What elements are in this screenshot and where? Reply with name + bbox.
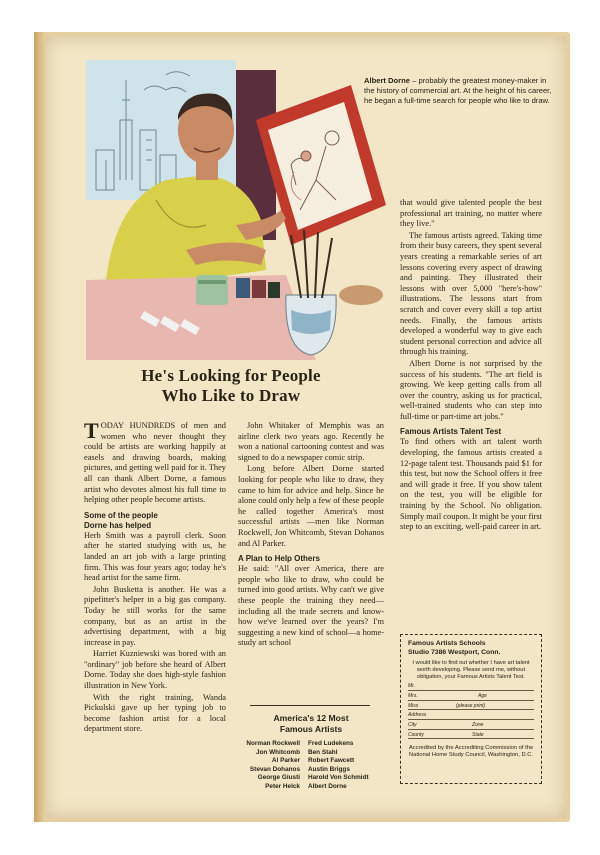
section-divider	[250, 705, 370, 706]
artists-row	[236, 766, 386, 775]
artists-row	[236, 783, 386, 792]
artist-name: Jon Whitcomb	[255, 748, 300, 756]
artist-name: Albert Dorne	[308, 782, 347, 790]
artists-title	[238, 713, 384, 735]
artist-illustration	[86, 60, 386, 360]
subhead-talent-test: Famous Artists Talent Test	[400, 427, 502, 437]
coupon-field-mrs[interactable]	[408, 693, 534, 701]
coupon-field-address[interactable]	[408, 712, 534, 720]
caption-name: Albert Dorne	[364, 76, 410, 85]
artist-name: Ben Stahl	[308, 748, 338, 756]
paragraph-intro	[84, 418, 226, 506]
field-label-zone: Zone	[472, 722, 484, 729]
field-label-age: Age	[478, 693, 487, 700]
paragraph-john-busketta: John Busketta is another. He was a pipefitter's helper in a big gas company. Today he still works for the same company, but as an artist in the advertising department, with a big increase in pay.	[84, 584, 226, 647]
headline-line-1: He's Looking for People	[141, 366, 321, 385]
coupon-field-county[interactable]	[408, 732, 534, 740]
coupon-request-text: I would like to find out whether I have art talent worth developing. Please send me, without obligation, your Famous Artists Talent Test.	[412, 660, 530, 681]
subhead-people-helped	[84, 511, 226, 531]
field-label-mr: Mr.	[408, 683, 416, 690]
artists-row	[236, 740, 386, 749]
field-label-print: (please print)	[456, 702, 486, 709]
bowl	[339, 285, 383, 305]
paragraph-long-before: Long before Albert Dorne started looking for people who like to draw, they came to him for advice and help. Since he alone could only help a few of these people he called together America's most successful artists —men like Norman Rockwell, Jon Whitcomb, Stevan Dohanos and Al Parker.	[238, 464, 384, 548]
artist-name: Fred Ludekens	[308, 740, 354, 747]
subhead-line-2: Dorne has helped	[84, 520, 152, 530]
paragraph-not-surprised: Albert Dorne is not surprised by the success of his students. "The art field is growing. We keep getting calls from all over the country, asking us for practical, well-trained students who can step into full-time or part-time art jobs."	[400, 358, 542, 421]
article-column-2	[238, 421, 384, 650]
intro-text: of men and women who never thought they could be artists are working happily at easels and drawing boards, making pictures, and getting well paid for it. They all can thank Albert Dorne, a famous artist who devotes almost his full time to helping other people become artists.	[84, 421, 226, 505]
artist-name: Austin Briggs	[308, 765, 350, 773]
coupon-school-name: Famous Artists Schools	[408, 640, 486, 647]
artists-title-line-2: Famous Artists	[279, 724, 343, 734]
brush-jar	[286, 230, 336, 355]
coupon-field-miss[interactable]	[408, 703, 534, 711]
artist-name: Harold Von Schmidt	[308, 774, 369, 782]
subhead-plan: A Plan to Help Others	[238, 554, 320, 564]
paragraph-herb-smith: Herb Smith was a payroll clerk. Soon after he started studying with us, he landed an art job with a large printing firm. This was four years ago; today he's head artist for the same firm.	[84, 530, 226, 583]
article-column-3	[400, 198, 542, 534]
artists-row	[236, 774, 386, 783]
paragraph-john-whitaker: John Whitaker of Memphis was an airline clerk two years ago. Recently he won a national cartooning contest and was signed to do a newspaper comic strip.	[238, 421, 384, 462]
artist-name: Norman Rockwell	[246, 740, 300, 747]
paragraph-talent-test: To find others with art talent worth developing, the famous artists created a 12-page talent test. Thousands paid $1 for this test, but now the School offers it free and will grade it free. If you show talent on the test, you will be eligible for training by the School. No obligation. Simply mail coupon. It might be your first step to an exciting, well-paid career in art.	[400, 437, 542, 532]
page-spine	[34, 32, 46, 822]
lead-caps: ODAY HUNDREDS	[100, 421, 176, 430]
headline-line-2: Who Like to Draw	[161, 386, 301, 405]
artist-name: George Giusti	[257, 774, 300, 782]
artists-row	[236, 749, 386, 758]
coupon-studio-address: Studio 7386 Westport, Conn.	[408, 648, 501, 656]
article-column-1	[84, 418, 226, 736]
coupon-field-city[interactable]	[408, 722, 534, 730]
field-label-address: Address	[408, 712, 427, 719]
field-label-mrs: Mrs.	[408, 693, 418, 700]
field-label-state: State	[472, 731, 484, 738]
caption-text: – probably the greatest money-maker in the history of commercial art. At the height of his career, he began a full-time search for people who like to draw.	[364, 76, 552, 105]
artists-title-line-1: America's 12 Most	[273, 713, 349, 723]
paragraph-continued: that would give talented people the best professional art training, no matter where they live."	[400, 198, 542, 229]
field-label-county: County	[408, 731, 424, 738]
artist-name: Robert Fawcett	[308, 757, 355, 765]
field-label-city: City	[408, 722, 417, 729]
mail-coupon[interactable]	[400, 634, 542, 784]
subhead-line-1: Some of the people	[84, 510, 158, 520]
illustration-caption	[364, 76, 554, 106]
coupon-accreditation: Accredited by the Accrediting Commission of the National Home Study Council, Washington, D.C.	[408, 745, 534, 759]
coupon-header	[408, 640, 534, 657]
paragraph-famous-artists-agreed: The famous artists agreed. Taking time from their busy careers, they spent several years creating a remarkable series of art lessons covering every aspect of drawing and painting. They illustrated their lessons with over 5,000 "here's-how" illustrations. The lessons start from scratch and cover every skill a top artist needs. Finally, the famous artists developed a wonderful way to give each student personal correction and advice all through his training.	[400, 230, 542, 357]
artist-name: Peter Helck	[265, 782, 300, 790]
artist-name: Stevan Dohanos	[249, 765, 300, 773]
paragraph-he-said: He said: "All over America, there are people who like to draw, who could be turned into good artists. Why can't we give these people the training they need—including all the trade secrets and know-how we've learned over the years? I'm suggesting a new kind of school—a home-study art school	[238, 564, 384, 648]
coupon-field-mr[interactable]	[408, 683, 534, 691]
drop-cap: T	[84, 418, 99, 443]
artist-name: Al Parker	[271, 757, 300, 765]
artists-list	[236, 740, 386, 792]
paragraph-harriet: Harriet Kuzniewski was bored with an "ordinary" job before she heard of Albert Dorne. Today she does high-style fashion illustration in New York.	[84, 649, 226, 691]
paragraph-wanda: With the right training, Wanda Pickulski gave up her typing job to become fashion artist for a local department store.	[84, 692, 226, 734]
headline	[96, 366, 366, 406]
artists-row	[236, 757, 386, 766]
field-label-miss: Miss	[408, 702, 419, 709]
